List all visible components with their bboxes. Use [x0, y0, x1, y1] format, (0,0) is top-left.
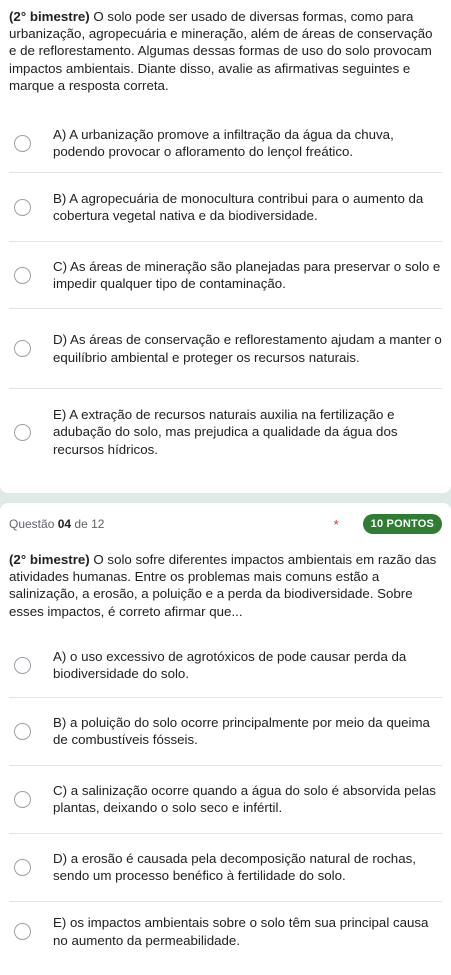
option-e[interactable]: [9, 389, 442, 475]
option-d[interactable]: [9, 309, 442, 389]
option-label: D) a erosão é causada pela decomposição natural de rochas, sendo um processo benéfico à fertilidade do solo.: [53, 850, 416, 884]
required-marker: *: [333, 516, 339, 532]
radio-button[interactable]: [14, 859, 31, 876]
option-label: B) A agropecuária de monocultura contribui para o aumento da cobertura vegetal nativa e da biodiversidade.: [53, 190, 424, 224]
option-b[interactable]: [9, 173, 442, 242]
option-label: C) As áreas de mineração são planejadas para preservar o solo e impedir qualquer tipo de contaminação.: [53, 258, 441, 292]
option-a[interactable]: [9, 634, 442, 698]
option-label: C) a salinização ocorre quando a água do solo é absorvida pelas plantas, deixando o solo seco e infértil.: [53, 782, 436, 816]
option-label: E) A extração de recursos naturais auxilia na fertilização e adubação do solo, mas prejudica a qualidade da água dos recursos hídricos.: [53, 406, 398, 457]
question-total: de 12: [74, 517, 105, 531]
radio-button[interactable]: [14, 135, 31, 152]
option-e[interactable]: [9, 902, 442, 962]
option-c[interactable]: [9, 242, 442, 309]
question-3-options: [9, 114, 442, 475]
question-3-statement: O solo pode ser usado de diversas formas, como para urbanização, agropecuária e mineração, além de áreas de conservação e de reflorestamento. Algumas dessas formas de uso do solo provocam impactos ambientais. Diante disso, avalie as afirmativas seguintes e marque a resposta correta.: [9, 9, 433, 93]
radio-button[interactable]: [14, 923, 31, 940]
option-b[interactable]: [9, 698, 442, 766]
question-header: [9, 511, 442, 537]
option-label: A) A urbanização promove a infiltração da água da chuva, podendo provocar o afloramento do lençol freático.: [53, 126, 394, 160]
question-number: [9, 517, 104, 531]
question-prefix: Questão: [9, 517, 55, 531]
radio-button[interactable]: [14, 791, 31, 808]
question-4-options: [9, 634, 442, 962]
option-label: B) a poluição do solo ocorre principalmente por meio da queima de combustíveis fósseis.: [53, 714, 430, 748]
radio-button[interactable]: [14, 340, 31, 357]
option-label: D) As áreas de conservação e reflorestamento ajudam a manter o equilíbrio ambiental e proteger os recursos naturais.: [53, 332, 442, 365]
question-index: 04: [57, 517, 72, 531]
radio-button[interactable]: [14, 199, 31, 216]
question-4-card: [0, 503, 451, 975]
radio-button[interactable]: [14, 424, 31, 441]
question-3-period: (2° bimestre): [9, 9, 90, 24]
option-label: E) os impactos ambientais sobre o solo têm sua principal causa no aumento da permeabilidade.: [53, 915, 429, 948]
option-a[interactable]: [9, 114, 442, 173]
radio-button[interactable]: [14, 267, 31, 284]
points-badge: 10 PONTOS: [363, 514, 442, 534]
option-c[interactable]: [9, 766, 442, 834]
radio-button[interactable]: [14, 657, 31, 674]
question-3-text: [9, 8, 442, 94]
question-4-statement: O solo sofre diferentes impactos ambientais em razão das atividades humanas. Entre os problemas mais comuns estão a salinização, a erosão, a poluição e a perda da biodiversidade. Sobre esses impactos, é correto afirmar que...: [9, 552, 437, 619]
radio-button[interactable]: [14, 723, 31, 740]
question-4-period: (2° bimestre): [9, 552, 90, 567]
option-d[interactable]: [9, 834, 442, 902]
question-meta: [334, 514, 442, 534]
option-label: A) o uso excessivo de agrotóxicos de pode causar perda da biodiversidade do solo.: [53, 648, 407, 682]
question-4-text: [9, 551, 442, 620]
